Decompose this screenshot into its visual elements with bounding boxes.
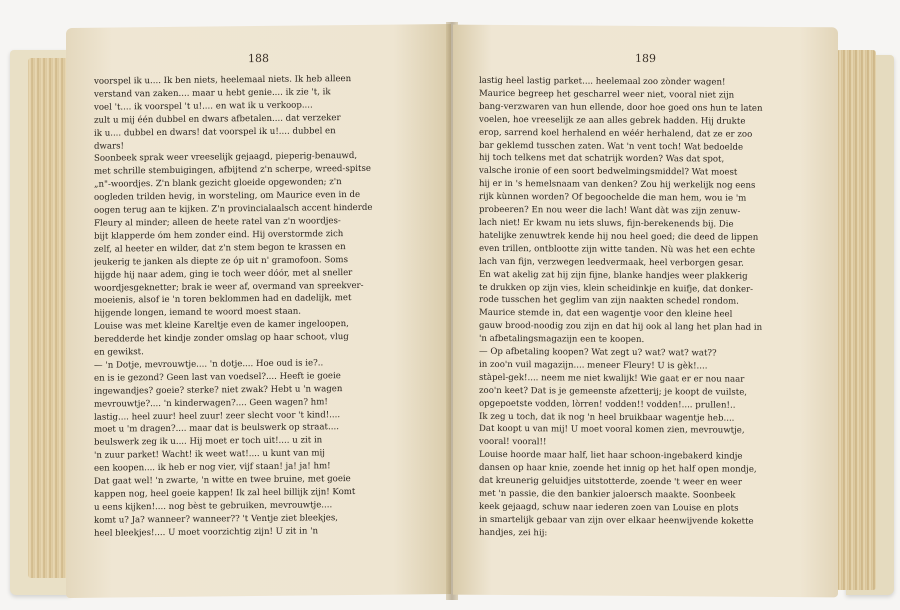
text-line: probeeren? En nou weer die lach! Want dàt was zijn zenuw- <box>479 204 741 217</box>
text-line: erop, sarrend koel herhalend en wéér herhalend, dat ze er zoo <box>479 127 753 140</box>
left-page-text <box>94 72 429 540</box>
left-page <box>66 24 451 598</box>
text-line: moet u 'm dragen?.... maar dat is beulswerk op straat.... <box>94 422 339 436</box>
text-line: zelf, al heeter en wilder, dat z'n stem begon te krassen en <box>94 241 346 255</box>
text-line: handjes, zei hij: <box>479 527 548 539</box>
text-line: beredderde het kindje zonder omslag op haar schoot, vlug <box>94 332 349 345</box>
text-line: lach niet! Er kwam nu iets sluws, fijn-berekenends bij. Die <box>479 217 734 230</box>
right-page-text <box>479 75 812 542</box>
text-line: lastig.... heel zuur! heel zuur! zeer slecht voor 't kind!.... <box>94 409 341 423</box>
text-line: dwars! <box>94 140 124 152</box>
text-line: keek gejaagd, schuw naar iederen zoen van Louise en plots <box>479 501 739 514</box>
open-book <box>8 10 894 602</box>
text-line: dat kreunerig geluidjes uitstotterde, zoende 't weer en weer <box>479 475 742 488</box>
text-line: dansen op haar knie, zoende het innig op het half open mondje, <box>479 463 757 475</box>
text-line: verstand van zaken.... maar u hebt genie.... ik zie 't, ik <box>94 87 331 100</box>
text-line: met schrille stembuigingen, afbijtend z'n scherpe, wreed-spitse <box>94 164 371 178</box>
text-line: zult u mij één dubbel en dwars afbetalen.... dat verzeker <box>94 112 341 126</box>
text-line: hij er in 's hemelsnaam van denken? Zou hij werkelijk nog eens <box>479 179 756 192</box>
text-line: woordjesgeknetter; brak ie weer af, overmand van spreekver- <box>94 280 364 294</box>
right-page-number: 189 <box>635 51 656 66</box>
text-line: hijgde hij naar adem, ging ie toch weer dóór, met al sneller <box>94 267 353 281</box>
text-line: stàpel-gek!.... neem me niet kwalijk! Wie gaat er er nou naar <box>479 372 745 385</box>
text-line: oogen terug aan te kijken. Z'n provincialaalsch accent hinderde <box>94 202 373 216</box>
text-line: valsche ironie of een soort bedwelmingsmiddel? Wat moest <box>479 166 738 178</box>
text-line: voelen, hoe vreeselijk ze aan alles gebrek hadden. Hij drukte <box>479 114 746 127</box>
text-line: Fleury al minder; alleen de heete ratel van z'n woordjes- <box>94 216 341 229</box>
text-line: gauw brood-noodig zou zijn en dat hij ook al lang het plan had in <box>479 321 763 334</box>
text-line: jeukerig te janken als diepte ze óp uit n' gramofoon. Soms <box>94 254 348 268</box>
text-line: en gewikst. <box>94 347 144 358</box>
text-line: — Op afbetaling koopen? Wat zegt u? wat? wat? wat?? <box>479 346 717 359</box>
right-page <box>453 25 838 598</box>
text-line: 'n afbetalingsmagazijn een te koopen. <box>479 333 645 346</box>
text-line: hij toch telkens met dat schatrijk worden? Was dat spot, <box>479 153 725 165</box>
text-line: in smartelijk gebaar van zijn over elkaar heenwijvende kokette <box>479 514 754 527</box>
text-line: mevrouwtje?.... 'n kinderwagen?.... Geen wagen? hm! <box>94 396 328 410</box>
text-line: bang-verzwaren van hun ellende, door hoe goed ons hun te laten <box>479 101 763 114</box>
text-line: lach van fijn, verzwegen leedvermaak, heel verborgen gesar. <box>479 256 744 269</box>
text-line: rode tusschen het geglim van zijn naakten schedel rondom. <box>479 295 739 308</box>
text-line: rijk kùnnen worden? Of begoochelde die man hem, wou ie 'm <box>479 191 747 204</box>
text-line: lastig heel lastig parket.... heelemaal zoo zònder wagen! <box>479 75 726 88</box>
text-line: Dat koopt u van mij! U moet vooral komen zien, mevrouwtje, <box>479 424 745 437</box>
text-line: moeienis, alsof ie 'n toren beklommen had en dadelijk, met <box>94 293 352 307</box>
text-line: even trillen, ontblootte zijn witte tanden. Nù was het een echte <box>479 243 756 256</box>
text-line: beulswerk zeg ik u.... Hij moet er toch uit!.... u zit in <box>94 435 323 449</box>
text-line: zoo'n keet? Dat is je gemeenste afzetterij; je koopt de vuilste, <box>479 385 748 398</box>
text-line: vooral! vooral!! <box>479 437 547 448</box>
text-line: Dat gaat wel! 'n zwarte, 'n witte en twee bruine, met goeie <box>94 474 351 487</box>
text-line: „n"-woordjes. Z'n blank gezicht gloeide opgewonden; z'n <box>94 177 342 190</box>
text-line: ingewandjes? goeie? sterke? niet zwak? Hebt u 'n wagen <box>94 383 343 397</box>
text-line: opgepoetste vodden, lòrren! vodden!! vodden!.... prullen!.. <box>479 398 736 411</box>
text-line: Ik zeg u toch, dat ik nog 'n heel bruikbaar wagentje heb.... <box>479 411 735 424</box>
text-line: Louise hoorde maar half, liet haar schoon-ingebakerd kindje <box>479 450 743 462</box>
text-line: En wat akelig zat hij zijn fijne, blanke handjes weer plakkerig <box>479 269 748 282</box>
text-line: heel bleekjes!.... U moet voorzichtig zijn! U zit in 'n <box>94 526 319 539</box>
text-line: hijgende longen, iemand te woord moest staan. <box>94 306 302 320</box>
text-line: kappen nog, heel goeie kappen! Ik zal heel billijk zijn! Komt <box>94 486 356 500</box>
text-line: hatelijke zenuwtrek kende hij nou heel goed; die deed de lippen <box>479 230 759 243</box>
text-line: bijt klapperde óm hem zonder eind. Hij overstormde zich <box>94 228 344 242</box>
text-line: Maurice begreep het gescharrel weer niet, vooral niet zijn <box>479 88 735 101</box>
text-line: Maurice stemde in, dat een wagentje voor den kleine heel <box>479 308 733 320</box>
text-line: u eens kijken!.... nog bèst te gebruiken, mevrouwtje.... <box>94 500 333 513</box>
text-line: Louise was met kleine Kareltje even de kamer ingeloopen, <box>94 319 349 332</box>
text-line: te drukken op zijn vies, klein scheidinkje en kuifje, dat donker- <box>479 282 754 295</box>
text-line: komt u? Ja? wanneer? wanneer?? 't Ventje ziet bleekjes, <box>94 512 339 526</box>
text-line: ik u.... dubbel en dwars! dat voorspel ik u!.... dubbel en <box>94 125 336 139</box>
text-line: in zoo'n vuil magazijn.... meneer Fleury! U is gèk!.... <box>479 359 708 372</box>
text-line: Soonbeek sprak weer vreeselijk gejaagd, pieperig-benauwd, <box>94 151 358 165</box>
text-line: — 'n Dotje, mevrouwtje.... 'n dotje.... Hoe oud is ie?.. <box>94 358 324 371</box>
text-line: en is ie gezond? Geen last van voedsel?.... Heeft ie goeie <box>94 370 341 384</box>
text-line: met 'n passie, die den bankier jaloersch maakte. Soonbeek <box>479 488 736 501</box>
text-line: voel 't.... ik voorspel 't u!.... en wat ik u verkoop.... <box>94 100 313 113</box>
text-line: bar geklemd tusschen zaten. Wat 'n vent toch! Wat bedoelde <box>479 140 744 153</box>
right-page-stack <box>836 50 876 590</box>
text-line: een koopen.... ik heb er nog vier, vijf staan! ja! ja! hm! <box>94 461 331 474</box>
text-line: 'n zuur parket! Wacht! ik weet wat!.... u kunt van mij <box>94 448 325 462</box>
left-page-number: 188 <box>248 51 269 66</box>
text-line: voorspel ik u.... Ik ben niets, heelemaal niets. Ik heb alleen <box>94 74 352 87</box>
text-line: oogleden trilden hevig, in worsteling, om Maurice even in de <box>94 190 361 203</box>
